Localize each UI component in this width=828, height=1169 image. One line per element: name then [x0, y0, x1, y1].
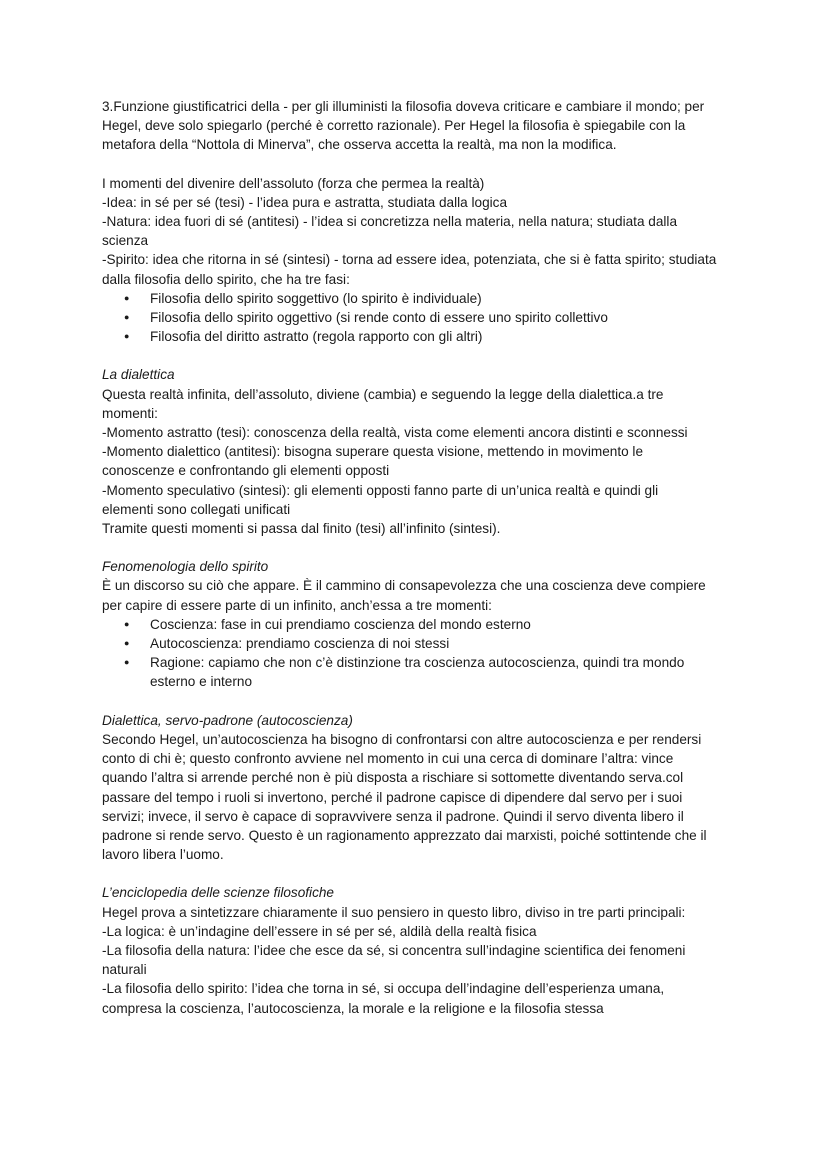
text-line: Hegel prova a sintetizzare chiaramente il suo pensiero in questo libro, diviso in tre parti principali: — [102, 904, 686, 920]
section-heading: Fenomenologia dello spirito — [102, 559, 269, 575]
list-item-text: Ragione: capiamo che non c’è distinzione tra coscienza autocoscienza, quindi tra mondo — [150, 655, 685, 671]
text-line: momenti: — [102, 405, 158, 421]
text-line: dalla filosofia dello spirito, che ha tre fasi: — [102, 271, 350, 287]
text-line: -Spirito: idea che ritorna in sé (sintesi) - torna ad essere idea, potenziata, che si è fatta spirito; studiata — [102, 252, 717, 268]
bullet-list — [102, 615, 728, 692]
text-line: quando l’altra si arrende perché non è più disposta a rischiare si sottomette diventando serva.col — [102, 770, 684, 786]
text-line: -La filosofia della natura: l’idee che esce da sé, si concentra sull’indagine scientifica dei fenomeni — [102, 942, 686, 958]
text-line: -Momento speculativo (sintesi): gli elementi opposti fanno parte di un’unica realtà e quindi gli — [102, 482, 659, 498]
text-line: Hegel, deve solo spiegarlo (perché è corretto razionale). Per Hegel la filosofia è spiegabile con la — [102, 118, 686, 134]
text-line: È un discorso su ciò che appare. È il cammino di consapevolezza che una coscienza deve compiere — [102, 578, 706, 594]
text-line: Secondo Hegel, un’autocoscienza ha bisogno di confrontarsi con altre autocoscienza e per rendersi — [102, 731, 702, 747]
fenomenologia-section — [102, 557, 728, 691]
section-heading: L’enciclopedia delle scienze filosofiche — [102, 885, 334, 901]
section-heading: Dialettica, servo-padrone (autocoscienza) — [102, 712, 353, 728]
text-line: 3.Funzione giustificatrici della - per gli illuministi la filosofia doveva criticare e cambiare il mondo; per — [102, 99, 705, 114]
list-item: ● Coscienza: fase in cui prendiamo coscienza del mondo esterno — [102, 615, 728, 634]
text-line: passare del tempo i ruoli si invertono, perché il padrone capisce di dipendere dal servo per i suoi — [102, 789, 683, 805]
momenti-section — [102, 174, 728, 347]
servo-padrone-section — [102, 711, 728, 865]
list-item — [102, 653, 728, 691]
list-item-text-cont: esterno e interno — [150, 674, 253, 690]
dialettica-section — [102, 365, 728, 538]
text-line: naturali — [102, 962, 147, 978]
enciclopedia-section — [102, 883, 728, 1017]
bullet-list — [102, 289, 728, 347]
text-line: -Idea: in sé per sé (tesi) - l’idea pura e astratta, studiata dalla logica — [102, 194, 508, 210]
text-line: -Momento dialettico (antitesi): bisogna superare questa visione, mettendo in movimento le — [102, 444, 644, 460]
text-line: -La logica: è un’indagine dell’essere in sé per sé, aldilà della realtà fisica — [102, 923, 537, 939]
text-line: Tramite questi momenti si passa dal finito (tesi) all’infinito (sintesi). — [102, 521, 501, 537]
text-line: per capire di essere parte di un infinito, anch’essa a tre momenti: — [102, 597, 492, 613]
section-heading: La dialettica — [102, 367, 175, 383]
text-line: conto di chi è; questo confronto avviene nel momento in cui una cerca di dominare l’altra: vince — [102, 751, 674, 767]
list-item: ● Filosofia dello spirito oggettivo (si rende conto di essere uno spirito collettivo — [102, 308, 728, 327]
text-line: elementi sono collegati unificati — [102, 501, 291, 517]
text-line: padrone si rende servo. Questo è un ragionamento apprezzato dai marxisti, poiché sottintende che il — [102, 827, 707, 843]
text-line: -La filosofia dello spirito: l’idea che torna in sé, si occupa dell’indagine dell’esperienza umana, — [102, 981, 665, 997]
text-line: I momenti del divenire dell’assoluto (forza che permea la realtà) — [102, 175, 485, 191]
text-line: -Natura: idea fuori di sé (antitesi) - l’idea si concretizza nella materia, nella natura; studiata dalla — [102, 214, 677, 230]
text-line: scienza — [102, 233, 149, 249]
text-line: Questa realtà infinita, dell’assoluto, diviene (cambia) e seguendo la legge della dialettica.a tre — [102, 386, 664, 402]
list-item: ● Autocoscienza: prendiamo coscienza di noi stessi — [102, 634, 728, 653]
text-line: -Momento astratto (tesi): conoscenza della realtà, vista come elementi ancora distinti e sconnessi — [102, 425, 688, 441]
text-line: servizi; invece, il servo è capace di sopravvivere senza il padrone. Quindi il servo diventa libero il — [102, 808, 684, 824]
text-line: lavoro libera l’uomo. — [102, 847, 224, 863]
list-item: ● Filosofia dello spirito soggettivo (lo spirito è individuale) — [102, 289, 728, 308]
text-line: metafora della “Nottola di Minerva”, che osserva accetta la realtà, ma non la modifica. — [102, 137, 617, 153]
list-item: ● Filosofia del diritto astratto (regola rapporto con gli altri) — [102, 327, 728, 346]
text-line: compresa la coscienza, l’autocoscienza, la morale e la religione e la filosofia stessa — [102, 1000, 604, 1016]
intro-paragraph — [102, 97, 728, 155]
text-line: conoscenze e confrontando gli elementi opposti — [102, 463, 390, 479]
